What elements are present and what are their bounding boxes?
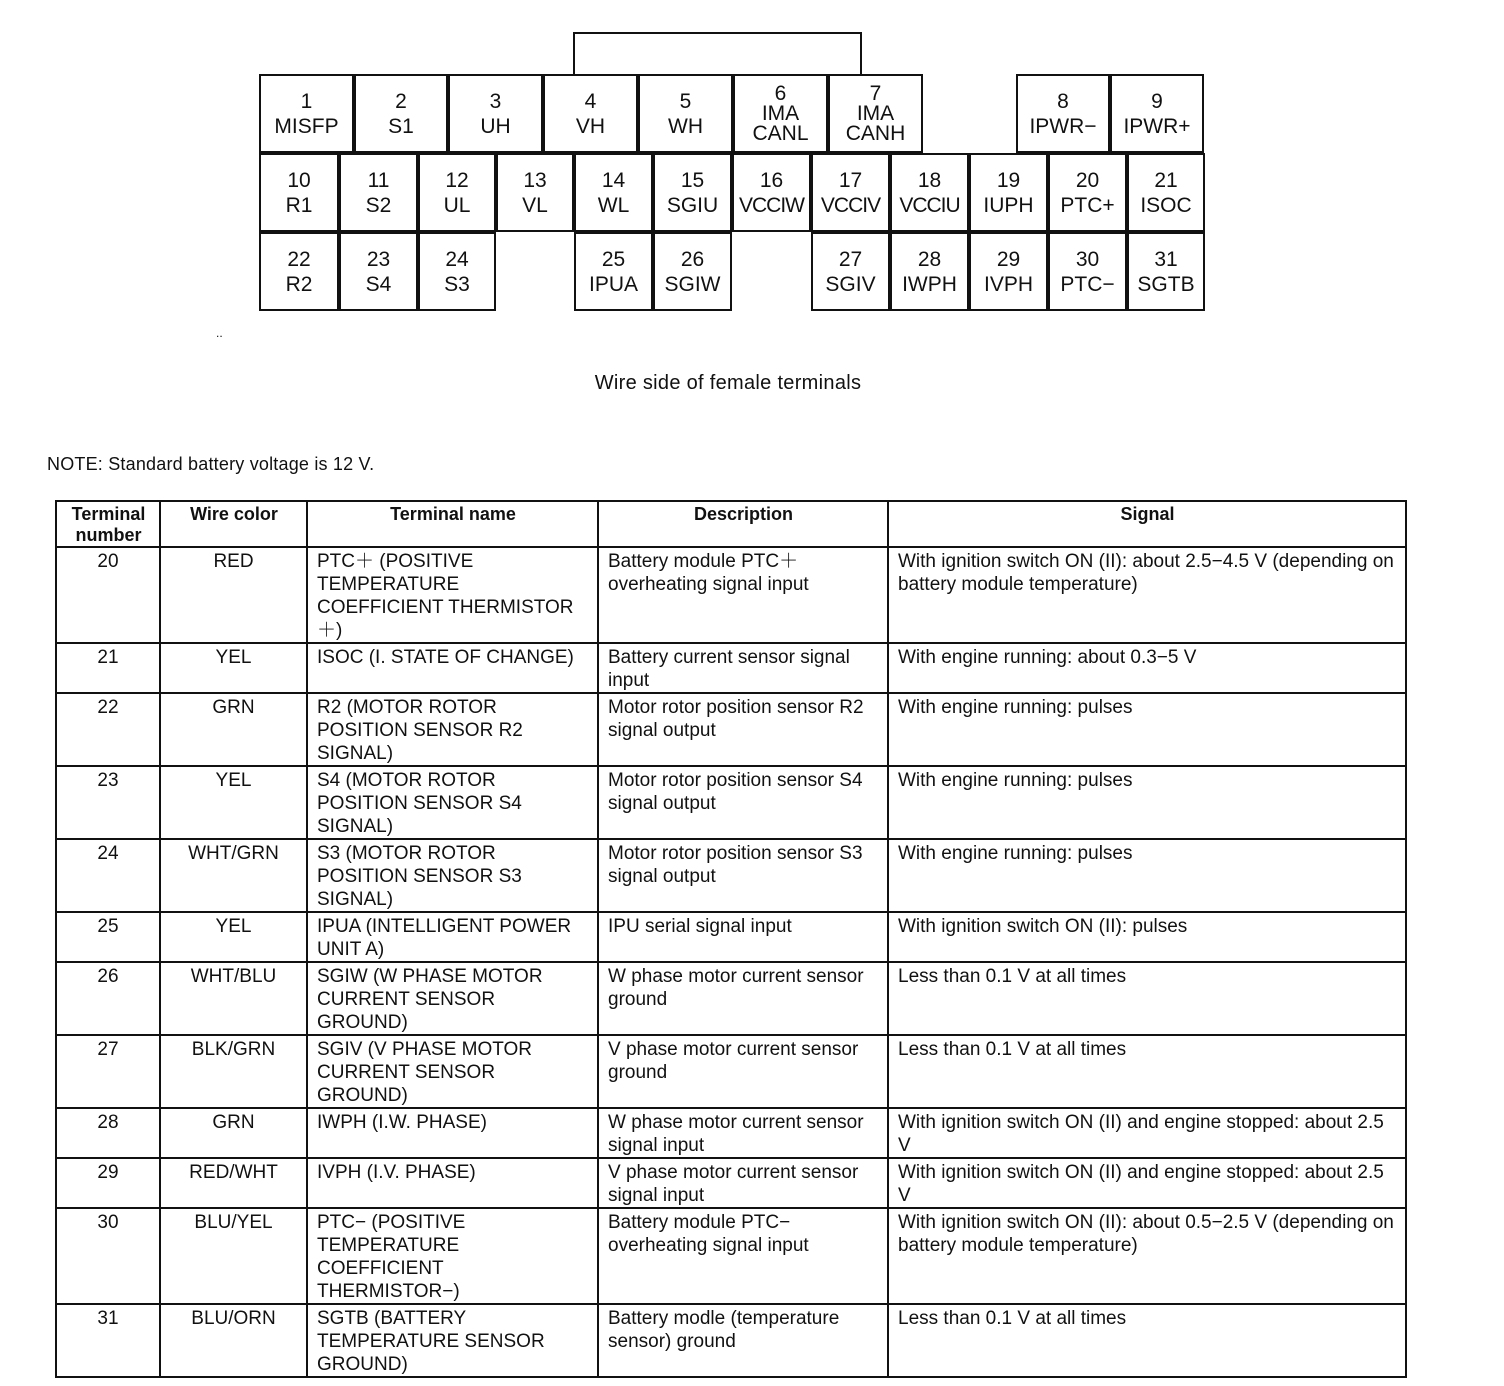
terminal-cell-9 — [1110, 74, 1204, 153]
table-row — [56, 839, 1406, 912]
cell-terminal-name: PTC− (POSITIVE TEMPERATURE COEFFICIENT THERMISTOR−) — [307, 1208, 598, 1304]
cell-terminal-number: 27 — [56, 1035, 160, 1108]
terminal-number: 20 — [1075, 168, 1100, 192]
connector-caption: Wire side of female terminals — [594, 372, 862, 394]
header-terminal-name: Terminal name — [307, 501, 598, 547]
cell-description: IPU serial signal input — [598, 912, 888, 962]
cell-terminal-number: 21 — [56, 643, 160, 693]
terminal-cell-31 — [1127, 232, 1205, 311]
terminal-number: 31 — [1154, 247, 1178, 271]
table-row — [56, 912, 1406, 962]
cell-signal: With engine running: pulses — [888, 839, 1406, 912]
terminal-cell-6 — [733, 74, 828, 153]
cell-terminal-number: 22 — [56, 693, 160, 766]
cell-description: Battery module PTC＋ overheating signal input — [598, 547, 888, 643]
terminal-label: VL — [522, 193, 548, 217]
terminal-label: SGIU — [666, 193, 719, 217]
table-row — [56, 693, 1406, 766]
cell-terminal-name: S4 (MOTOR ROTOR POSITION SENSOR S4 SIGNAL) — [307, 766, 598, 839]
terminal-label: WH — [668, 114, 703, 138]
terminal-number: 26 — [680, 247, 705, 271]
table-row — [56, 547, 1406, 643]
terminal-label: VCCIW — [739, 193, 804, 217]
cell-signal: Less than 0.1 V at all times — [888, 1035, 1406, 1108]
cell-description: W phase motor current sensor signal input — [598, 1108, 888, 1158]
terminal-cell-28 — [890, 232, 969, 311]
terminal-cell-27 — [811, 232, 890, 311]
cell-signal: With ignition switch ON (II) and engine stopped: about 2.5 V — [888, 1108, 1406, 1158]
terminal-number: 17 — [838, 168, 863, 192]
terminal-number: 15 — [680, 168, 705, 192]
terminal-cell-19 — [969, 153, 1048, 232]
header-description: Description — [598, 501, 888, 547]
terminal-cell-7 — [828, 74, 923, 153]
terminal-cell-10 — [259, 153, 339, 232]
table-row — [56, 1158, 1406, 1208]
cell-wire-color: BLK/GRN — [160, 1035, 307, 1108]
terminal-number: 18 — [917, 168, 942, 192]
terminal-number: 3 — [489, 89, 502, 113]
cell-terminal-number: 25 — [56, 912, 160, 962]
terminal-cell-29 — [969, 232, 1048, 311]
terminal-cell-8 — [1016, 74, 1110, 153]
connector-lock-tab — [573, 32, 862, 76]
cell-description: Motor rotor position sensor S4 signal output — [598, 766, 888, 839]
cell-wire-color: RED — [160, 547, 307, 643]
terminal-label: IPWR− — [1029, 114, 1097, 138]
terminal-label: VCCIV — [820, 193, 881, 217]
voltage-note: NOTE: Standard battery voltage is 12 V. — [47, 454, 375, 474]
terminal-number: 29 — [996, 247, 1021, 271]
cell-description: V phase motor current sensor signal input — [598, 1158, 888, 1208]
terminal-cell-13 — [496, 153, 574, 232]
header-wire-color: Wire color — [160, 501, 307, 547]
cell-wire-color: YEL — [160, 766, 307, 839]
cell-terminal-name: SGIW (W PHASE MOTOR CURRENT SENSOR GROUND) — [307, 962, 598, 1035]
cell-terminal-number: 24 — [56, 839, 160, 912]
terminal-number: 16 — [759, 168, 784, 192]
terminal-cell-21 — [1127, 153, 1205, 232]
terminal-number: 25 — [601, 247, 626, 271]
cell-signal: With engine running: pulses — [888, 693, 1406, 766]
cell-terminal-name: S3 (MOTOR ROTOR POSITION SENSOR S3 SIGNAL) — [307, 839, 598, 912]
cell-wire-color: GRN — [160, 1108, 307, 1158]
cell-description: Battery module PTC− overheating signal input — [598, 1208, 888, 1304]
terminal-number: 13 — [523, 168, 547, 192]
terminal-cell-11 — [339, 153, 418, 232]
cell-terminal-name: SGIV (V PHASE MOTOR CURRENT SENSOR GROUND) — [307, 1035, 598, 1108]
terminal-label: IWPH — [902, 272, 957, 296]
terminal-label: S1 — [388, 114, 414, 138]
terminal-number: 21 — [1154, 168, 1178, 192]
table-header-row — [56, 501, 1406, 547]
cell-description: Motor rotor position sensor S3 signal output — [598, 839, 888, 912]
cell-terminal-number: 31 — [56, 1304, 160, 1377]
terminal-cell-20 — [1048, 153, 1127, 232]
table-row — [56, 1035, 1406, 1108]
terminal-number: 10 — [287, 168, 311, 192]
terminal-label: IVPH — [983, 272, 1033, 296]
cell-signal: With ignition switch ON (II) and engine stopped: about 2.5 V — [888, 1158, 1406, 1208]
cell-wire-color: YEL — [160, 643, 307, 693]
cell-signal: With ignition switch ON (II): about 0.5−2.5 V (depending on battery module temperature) — [888, 1208, 1406, 1304]
header-terminal-number: Terminal number — [56, 501, 160, 547]
terminal-number: 6 — [774, 81, 787, 105]
terminal-cell-24 — [418, 232, 496, 311]
terminal-label: IPUA — [588, 272, 638, 296]
terminal-label: SGIV — [825, 272, 876, 296]
table-row — [56, 1208, 1406, 1304]
cell-description: Battery current sensor signal input — [598, 643, 888, 693]
table-row — [56, 1108, 1406, 1158]
terminal-label: SGIW — [664, 272, 721, 296]
terminal-cell-15 — [653, 153, 732, 232]
terminal-cell-16 — [732, 153, 811, 232]
cell-description: Battery modle (temperature sensor) ground — [598, 1304, 888, 1377]
terminal-number: 12 — [445, 168, 469, 192]
table-row — [56, 766, 1406, 839]
terminal-cell-17 — [811, 153, 890, 232]
terminal-cell-26 — [653, 232, 732, 311]
table-row — [56, 643, 1406, 693]
terminal-label: R1 — [285, 193, 313, 217]
terminal-cell-3 — [448, 74, 543, 153]
terminal-label: VH — [575, 114, 606, 138]
cell-terminal-number: 29 — [56, 1158, 160, 1208]
cell-terminal-name: IVPH (I.V. PHASE) — [307, 1158, 598, 1208]
terminal-label: S3 — [444, 272, 470, 296]
cell-signal: With ignition switch ON (II): pulses — [888, 912, 1406, 962]
cell-signal: With engine running: pulses — [888, 766, 1406, 839]
cell-terminal-name: IPUA (INTELLIGENT POWER UNIT A) — [307, 912, 598, 962]
terminal-label: IMA CANL — [752, 101, 809, 145]
terminal-number: 14 — [601, 168, 626, 192]
cell-wire-color: GRN — [160, 693, 307, 766]
terminal-label: S2 — [365, 193, 392, 217]
terminal-number: 30 — [1075, 247, 1100, 271]
cell-terminal-name: PTC＋ (POSITIVE TEMPERATURE COEFFICIENT THERMISTOR＋) — [307, 547, 598, 643]
terminal-cell-25 — [574, 232, 653, 311]
terminal-label: VCCIU — [899, 193, 960, 217]
terminal-number: 7 — [869, 81, 882, 105]
cell-wire-color: RED/WHT — [160, 1158, 307, 1208]
cell-terminal-number: 20 — [56, 547, 160, 643]
terminal-label: UH — [480, 114, 511, 138]
cell-terminal-number: 26 — [56, 962, 160, 1035]
terminal-cell-30 — [1048, 232, 1127, 311]
terminal-label: ISOC — [1140, 193, 1192, 217]
terminal-number: 9 — [1151, 89, 1163, 113]
terminal-label: S4 — [365, 272, 392, 296]
terminal-table — [55, 500, 1407, 1378]
cell-wire-color: WHT/GRN — [160, 839, 307, 912]
terminal-cell-22 — [259, 232, 339, 311]
terminal-label: WL — [597, 193, 630, 217]
terminal-number: 1 — [300, 89, 313, 113]
terminal-number: 11 — [367, 168, 390, 192]
cell-signal: With ignition switch ON (II): about 2.5−4.5 V (depending on battery module temperature) — [888, 547, 1406, 643]
terminal-number: 2 — [395, 89, 407, 113]
cell-signal: Less than 0.1 V at all times — [888, 1304, 1406, 1377]
terminal-label: UL — [443, 193, 471, 217]
cell-description: W phase motor current sensor ground — [598, 962, 888, 1035]
terminal-label: MISFP — [274, 114, 339, 138]
terminal-number: 22 — [287, 247, 311, 271]
terminal-number: 4 — [584, 89, 597, 113]
terminal-label: PTC+ — [1060, 193, 1115, 217]
cell-wire-color: WHT/BLU — [160, 962, 307, 1035]
cell-terminal-name: SGTB (BATTERY TEMPERATURE SENSOR GROUND) — [307, 1304, 598, 1377]
stray-mark: .. — [216, 326, 223, 340]
cell-wire-color: YEL — [160, 912, 307, 962]
terminal-cell-1 — [259, 74, 354, 153]
cell-terminal-name: IWPH (I.W. PHASE) — [307, 1108, 598, 1158]
terminal-cell-23 — [339, 232, 418, 311]
cell-terminal-number: 28 — [56, 1108, 160, 1158]
header-signal: Signal — [888, 501, 1406, 547]
cell-wire-color: BLU/YEL — [160, 1208, 307, 1304]
terminal-number: 23 — [366, 247, 391, 271]
terminal-cell-18 — [890, 153, 969, 232]
cell-terminal-number: 23 — [56, 766, 160, 839]
table-row — [56, 962, 1406, 1035]
cell-terminal-number: 30 — [56, 1208, 160, 1304]
cell-description: Motor rotor position sensor R2 signal output — [598, 693, 888, 766]
terminal-number: 28 — [917, 247, 942, 271]
terminal-number: 27 — [838, 247, 863, 271]
terminal-cell-4 — [543, 74, 638, 153]
terminal-label: PTC− — [1060, 272, 1115, 296]
terminal-cell-14 — [574, 153, 653, 232]
table-row — [56, 1304, 1406, 1377]
terminal-number: 5 — [679, 89, 692, 113]
cell-signal: Less than 0.1 V at all times — [888, 962, 1406, 1035]
terminal-label: IUPH — [983, 193, 1034, 217]
cell-terminal-name: R2 (MOTOR ROTOR POSITION SENSOR R2 SIGNAL) — [307, 693, 598, 766]
cell-wire-color: BLU/ORN — [160, 1304, 307, 1377]
terminal-number: 19 — [996, 168, 1021, 192]
terminal-cell-12 — [418, 153, 496, 232]
connector-diagram — [0, 0, 1504, 330]
terminal-number: 24 — [445, 247, 469, 271]
terminal-label: R2 — [285, 272, 313, 296]
cell-signal: With engine running: about 0.3−5 V — [888, 643, 1406, 693]
cell-terminal-name: ISOC (I. STATE OF CHANGE) — [307, 643, 598, 693]
terminal-number: 8 — [1057, 89, 1069, 113]
terminal-label: IMA CANH — [845, 101, 906, 145]
terminal-label: IPWR+ — [1123, 114, 1191, 138]
terminal-cell-5 — [638, 74, 733, 153]
cell-description: V phase motor current sensor ground — [598, 1035, 888, 1108]
terminal-cell-2 — [354, 74, 448, 153]
terminal-label: SGTB — [1137, 272, 1195, 296]
